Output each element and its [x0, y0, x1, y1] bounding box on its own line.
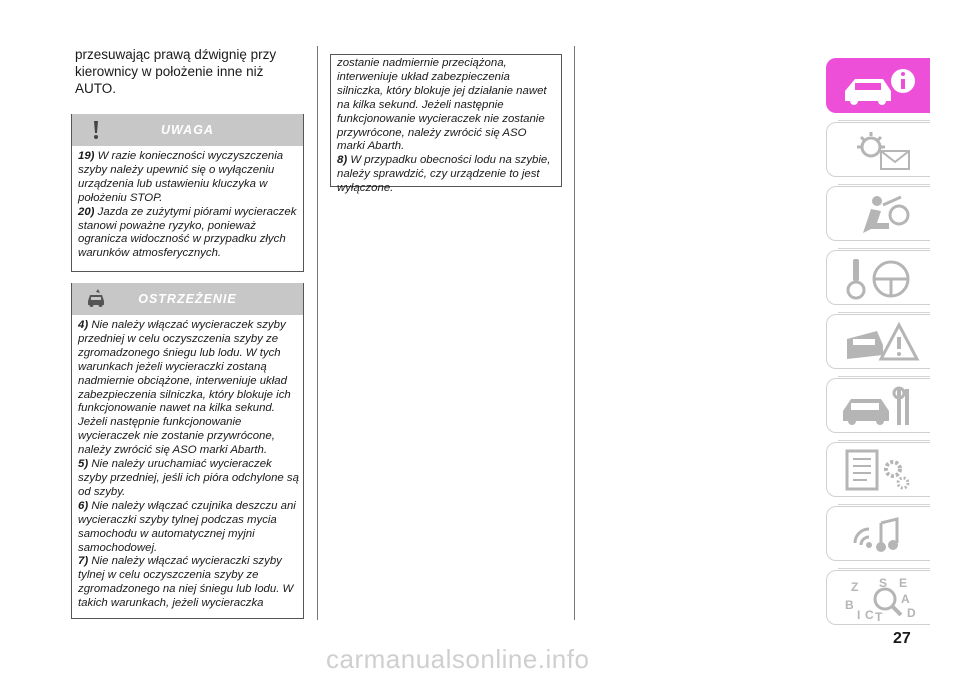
- page-number: 27: [893, 630, 911, 647]
- tab-airbag-seat[interactable]: [826, 186, 930, 241]
- accident-warning-icon: [841, 321, 921, 365]
- tab-divider: [838, 120, 930, 121]
- index-letter: T: [875, 610, 883, 621]
- index-icon: [841, 577, 921, 621]
- item-number: 8): [337, 154, 348, 167]
- uwaga-item: [78, 150, 299, 206]
- uwaga-item: [78, 206, 299, 262]
- item-text: Jazda ze zużytymi piórami wycieraczek stanowi poważne ryzyko, ponieważ ogranicza widoczność w przypadku złych warunków atmosferycznych.: [78, 205, 297, 260]
- tab-car-info[interactable]: [826, 58, 930, 113]
- index-letter: E: [899, 577, 908, 590]
- ostrzezenie-title: OSTRZEŻENIE: [138, 292, 237, 306]
- uwaga-header: [72, 114, 303, 146]
- warning-lights-icon: [841, 129, 921, 173]
- item-number: 7): [78, 555, 89, 568]
- uwaga-title: UWAGA: [161, 123, 214, 137]
- tab-car-service[interactable]: [826, 378, 930, 433]
- airbag-seat-icon: [841, 193, 921, 237]
- item-number: 19): [78, 150, 95, 162]
- key-steering-wheel-icon: [841, 257, 921, 301]
- tab-divider: [838, 184, 930, 185]
- tab-multimedia[interactable]: [826, 506, 930, 561]
- tab-warning-lights[interactable]: [826, 122, 930, 177]
- item-number: 5): [78, 458, 89, 471]
- car-service-icon: [841, 385, 921, 429]
- item-text: Nie należy włączać wycieraczki szyby tylnej w celu oczyszczenia szyby ze zgromadzonego na niej śniegu lub lodu. W takich warunkach, jeżeli wycieraczka: [78, 555, 294, 610]
- index-letter: S: [879, 577, 888, 590]
- uwaga-body: [72, 146, 303, 267]
- item-number: 20): [78, 205, 95, 218]
- tab-specs[interactable]: [826, 442, 930, 497]
- tab-accident[interactable]: [826, 314, 930, 369]
- uwaga-box: [71, 114, 304, 272]
- continuation-item: [337, 154, 556, 196]
- ostrzezenie-box: [71, 283, 304, 619]
- item-text: W razie konieczności wyczyszczenia szyby należy upewnić się o wyłączeniu urządzenia lub ustawieniu kluczyka w położeniu STOP.: [78, 150, 284, 204]
- tab-divider: [838, 440, 930, 441]
- item-text: Nie należy włączać czujnika deszczu ani wycieraczki szyby tylnej podczas mycia samochodu w automatycznej myjni samochodowej.: [78, 499, 296, 554]
- index-letter: D: [907, 606, 916, 620]
- index-letter: B: [845, 598, 854, 612]
- index-letter: Z: [851, 580, 859, 594]
- tab-key-steering[interactable]: [826, 250, 930, 305]
- column-divider: [574, 46, 575, 620]
- item-text: Nie należy uruchamiać wycieraczek szyby przedniej, jeśli ich pióra odchylone są od szyby.: [78, 458, 299, 498]
- specs-gear-icon: [841, 449, 921, 493]
- multimedia-icon: [841, 513, 921, 557]
- index-letter: C: [865, 608, 874, 621]
- watermark: carmanualsonline.info: [326, 644, 590, 674]
- ostrzezenie-item: [78, 500, 299, 556]
- ostrzezenie-item: [78, 458, 299, 500]
- tab-index[interactable]: [826, 570, 930, 625]
- tab-divider: [838, 504, 930, 505]
- index-letter: I: [857, 608, 861, 621]
- ostrzezenie-header: [72, 283, 303, 315]
- tab-divider: [838, 568, 930, 569]
- item-text: W przypadku obecności lodu na szybie, należy sprawdzić, czy urządzenie to jest wyłączone.: [337, 154, 551, 195]
- ostrzezenie-item: [78, 555, 299, 611]
- ostrzezenie-item: [78, 319, 299, 458]
- column-divider: [317, 46, 318, 620]
- continuation-text: zostanie nadmiernie przeciążona, interweniuje układ zabezpieczenia silniczka, który blokuje jej działanie nawet na kilka sekund. Jeżeli następnie funkcjonowanie wycieraczek nie zostanie przywrócone, należy zwrócić się ASO marki Abarth.: [337, 57, 547, 153]
- index-letter: A: [901, 592, 910, 606]
- tab-divider: [838, 312, 930, 313]
- ostrzezenie-body: [72, 315, 303, 617]
- intro-text: przesuwając prawą dźwignię przy kierownicy w położenie inne niż AUTO.: [75, 47, 277, 96]
- continuation-box: [330, 54, 562, 195]
- item-number: 4): [78, 319, 89, 331]
- car-info-icon: [841, 65, 921, 109]
- tab-divider: [838, 376, 930, 377]
- item-number: 6): [78, 499, 89, 512]
- tab-divider: [838, 248, 930, 249]
- item-text: Nie należy włączać wycieraczek szyby przedniej w celu oczyszczenia szyby ze zgromadzonego śniegu lub lodu. W tych warunkach jeżeli wycieraczki zostaną nadmiernie obciążone, interweniuje układ zabezpieczenia silniczka, który blokuje ich funkcjonowanie nawet na kilka sekund. Jeżeli następnie funkcjonowanie wycieraczek nie zostanie przywrócone, należy zwrócić się ASO marki Abarth.: [78, 319, 291, 457]
